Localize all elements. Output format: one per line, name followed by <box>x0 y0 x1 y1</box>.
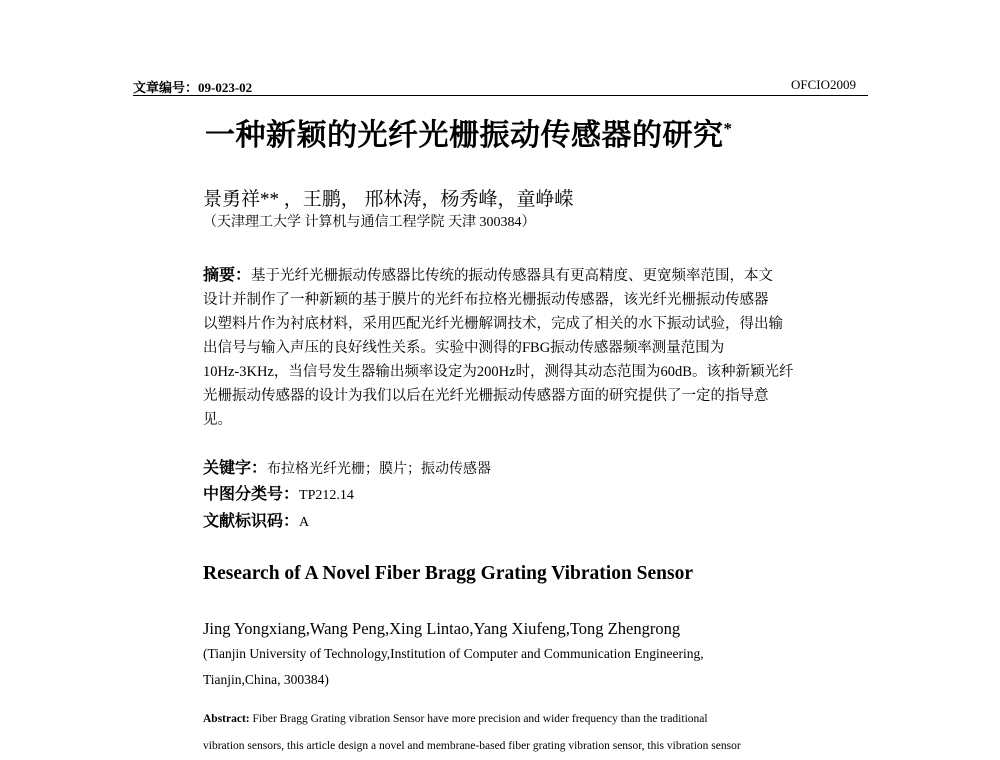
paper-title-text: 一种新颖的光纤光栅振动传感器的研究 <box>205 119 724 152</box>
keywords <box>203 455 491 478</box>
abstract-block <box>203 264 803 432</box>
abstract-line-1 <box>203 264 803 288</box>
abstract-label: 摘要： <box>203 267 252 284</box>
author-list: 景勇祥** ，王鹏， 邢林涛，杨秀峰，童峥嵘 <box>203 189 574 210</box>
doc-code-label: 文献标识码： <box>203 513 300 530</box>
header-rule <box>133 95 868 96</box>
english-abstract-line-1 <box>203 713 803 725</box>
document-code <box>203 508 309 531</box>
classification-number <box>203 481 354 504</box>
abstract-line-6: 光栅振动传感器的设计为我们以后在光纤光栅振动传感器方面的研究提供了一定的指导意 <box>203 388 769 404</box>
abstract-line-2: 设计并制作了一种新颖的基于膜片的光纤布拉格光栅振动传感器，该光纤光栅振动传感器 <box>203 292 769 308</box>
header-article-number: 文章编号：09-023-02 <box>133 80 253 95</box>
english-authors: Jing Yongxiang,Wang Peng,Xing Lintao,Yang Xiufeng,Tong Zhengrong <box>203 619 681 638</box>
english-abstract-line-2: vibration sensors, this article design a novel and membrane-based fiber grating vibration sensor, this vibration sensor <box>203 740 741 752</box>
classification-value: TP212.14 <box>299 488 354 503</box>
affiliation: （天津理工大学 计算机与通信工程学院 天津 300384） <box>203 215 536 230</box>
paper-title <box>205 110 733 154</box>
header-conference-code: OFCIO2009 <box>791 77 857 92</box>
doc-code-value: A <box>299 515 310 530</box>
abstract-line-4: 出信号与输入声压的良好线性关系。实验中测得的FBG振动传感器频率测量范围为 <box>203 340 725 356</box>
keywords-label: 关键字： <box>203 460 268 477</box>
abstract-line-7: 见。 <box>203 412 232 428</box>
english-title: Research of A Novel Fiber Bragg Grating Vibration Sensor <box>203 563 694 584</box>
english-affiliation-line-2: Tianjin,China, 300384) <box>203 672 329 687</box>
english-affiliation-line-1: (Tianjin University of Technology,Institution of Computer and Communication Engineering, <box>203 646 704 661</box>
classification-label: 中图分类号： <box>203 486 300 503</box>
title-footnote-mark: * <box>723 119 733 138</box>
english-abstract-line-1-text: Fiber Bragg Grating vibration Sensor have more precision and wider frequency than the traditional <box>252 713 708 725</box>
keywords-value: 布拉格光纤光栅；膜片；振动传感器 <box>267 462 492 477</box>
english-abstract-label: Abstract: <box>203 713 250 725</box>
abstract-line-5: 10Hz-3KHz，当信号发生器输出频率设定为200Hz时，测得其动态范围为60dB。该种新颖光纤 <box>203 364 794 380</box>
abstract-line-1-text: 基于光纤光栅振动传感器比传统的振动传感器具有更高精度、更宽频率范围，本文 <box>251 268 774 284</box>
abstract-line-3: 以塑料片作为衬底材料，采用匹配光纤光栅解调技术，完成了相关的水下振动试验，得出输 <box>203 316 783 332</box>
